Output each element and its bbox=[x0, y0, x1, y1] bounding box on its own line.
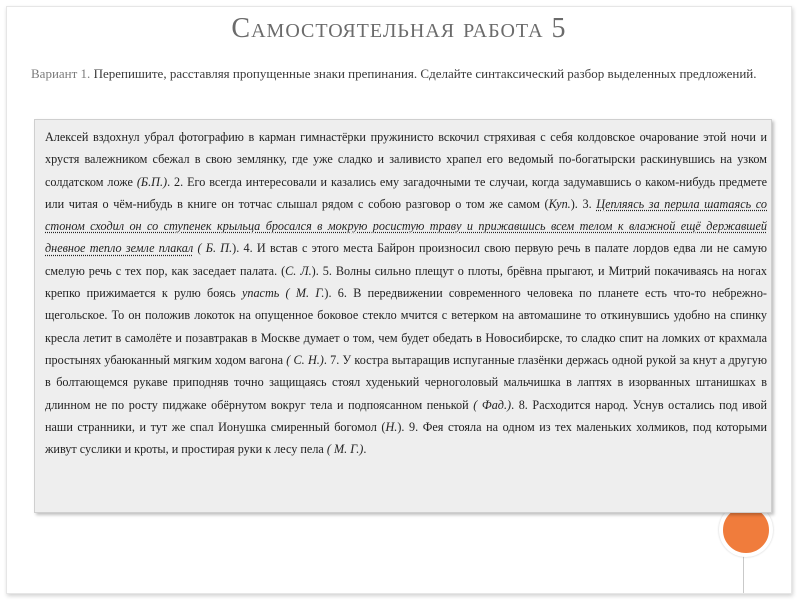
source-ref: (Б.П.) bbox=[136, 174, 168, 189]
text-part: . bbox=[363, 442, 367, 457]
source-ref: ( Фад.) bbox=[473, 397, 512, 412]
text-part: ). 9. Фея стояла на одном из тех маленьких холмиков, под которыми живут суслики и кроты, и простирая руки к лесу пела bbox=[45, 419, 767, 457]
text-part: ). 3. bbox=[570, 196, 597, 211]
source-ref: ( Б. П. bbox=[193, 241, 233, 256]
task-instruction bbox=[31, 63, 771, 85]
instruction-text: Перепишите, расставляя пропущенные знаки препинания. Сделайте синтаксический разбор выделенных предложений. bbox=[90, 66, 757, 81]
source-ref: С. Л. bbox=[285, 263, 312, 278]
exercise-text bbox=[45, 126, 767, 460]
variant-label: Вариант 1. bbox=[31, 66, 91, 81]
text-part: ). 6. В передвижении современного человека по планете есть что-то небрежно-щегольское. То он положив локоток на опущенное боковое стекло мчится с ветерком на автомашине то откинувшись удобно на спинку кресла летит в самолёте и позавтракав в Москве думает о том, чем будет обедать в Новосибирске, то сладко спит на ломких от крахмала простынях убаюканный мягким ходом вагона bbox=[45, 286, 767, 367]
source-ref: ( М. Г.) bbox=[326, 442, 364, 457]
text-part: . 7. У костра вытаращив испуганные глазёнки держась одной рукой за кнут а другую в болтающемся рукаве приподняв точно защищаясь стоял худенький черноголовый мальчишка в лаптях в изорванных штанишках в длинном не по росту пиджаке обёрнутом вокруг тела и подпоясанном пенькой bbox=[45, 352, 767, 412]
slide-title: Самостоятельная работа 5 bbox=[231, 13, 567, 44]
text-part: ). 4. И встав с этого места Байрон произносил свою первую речь в палате лордов едва ли не самую смелую речь с тех пор, как заседает палата. ( bbox=[45, 241, 767, 278]
exercise-text-box bbox=[34, 119, 772, 513]
source-ref: Куп. bbox=[548, 196, 571, 211]
highlighted-sentence: Цепляясь за перила шатаясь со стоном сходил он со ступенек крыльца бросался в мокрую росистую траву и прижавшись всем телом к влажной ещё державшей дневное тепло земле плакал bbox=[45, 196, 767, 256]
text-part: Алексей вздохнул убрал фотографию в карман гимнастёрки пружинисто вскочил стряхивая с себя колдовское очарование этой ночи и хрустя валежником сбежал в свою землянку, где уже сладко и заливисто храпел его ведомый по-богатырски раскинувшись на узком солдатском ложе bbox=[45, 130, 767, 189]
text-part: . 8. Расходится народ. Уснув остались под ивой наши странники, и тут же спал Ионушка смиренный богомол ( bbox=[45, 397, 767, 434]
text-part: . 2. Его всегда интересовали и казались ему загадочными те случаи, когда задумавшись о каком-нибудь предмете или читая о чём-нибудь в книге он тотчас слышал рядом с собою разговор о том же самом ( bbox=[45, 174, 767, 211]
source-ref: упасть ( М. Г. bbox=[241, 286, 325, 301]
source-ref: ( С. Н.) bbox=[286, 352, 324, 367]
text-part: ). 5. Волны сильно плещут о плоты, брёвна прыгают, и Митрий покачиваясь на ногах крепко прижимается к рулю боясь bbox=[45, 263, 767, 301]
source-ref: Н. bbox=[385, 419, 398, 434]
slide bbox=[6, 6, 792, 594]
